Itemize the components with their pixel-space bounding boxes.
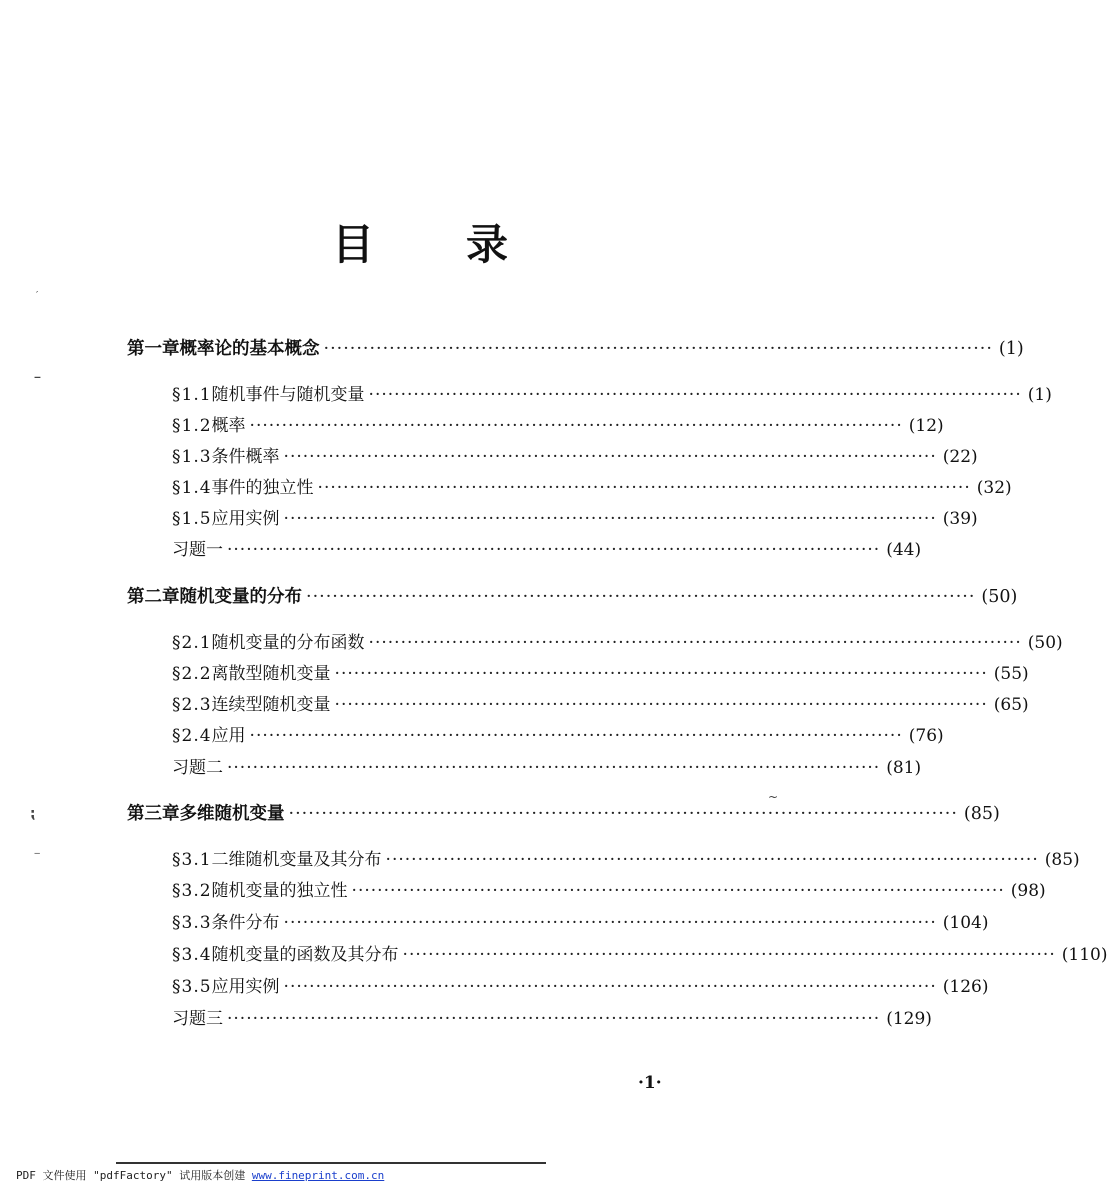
dot-leader: ······································································································: [323, 339, 993, 359]
section-title: 离散型随机变量: [211, 664, 331, 684]
chapter-title: 概率论的基本概念: [179, 339, 320, 359]
section-number: §3.2: [172, 881, 212, 901]
section-title: 概率: [211, 416, 246, 436]
toc-chapter-1[interactable]: [127, 336, 1024, 362]
page-number: (1): [1027, 385, 1052, 405]
dot-leader: ······································································································: [249, 726, 903, 746]
toc-section-1-1[interactable]: [172, 382, 1052, 408]
section-title: 随机事件与随机变量: [211, 385, 365, 405]
section-number: §2.4: [172, 726, 212, 746]
scan-speck: ‒: [34, 372, 41, 383]
dot-leader: ······································································································: [368, 385, 1022, 405]
page-number: (50): [981, 587, 1018, 607]
toc-chapter-2[interactable]: [127, 584, 1018, 610]
chapter-number: 第三章: [127, 804, 180, 824]
toc-section-1-4[interactable]: [172, 475, 1012, 501]
section-title: 应用实例: [211, 977, 280, 997]
toc-section-3-1[interactable]: [172, 847, 1080, 873]
dot-leader: ······································································································: [227, 1009, 881, 1029]
scan-speck: ⁏: [30, 806, 36, 822]
dot-leader: ······································································································: [283, 977, 937, 997]
scan-speck: ~: [768, 790, 779, 804]
section-number: §1.5: [172, 509, 212, 529]
toc-section-2-3[interactable]: [172, 692, 1029, 718]
toc-section-1-2[interactable]: [172, 413, 944, 439]
page-number: (32): [976, 478, 1012, 498]
section-title: 随机变量的分布函数: [211, 633, 365, 653]
title-char-2: 录: [466, 220, 511, 269]
page-number: (110): [1061, 945, 1107, 965]
section-title: 应用实例: [211, 509, 280, 529]
page-number: (50): [1027, 633, 1063, 653]
section-number: §1.3: [172, 447, 212, 467]
page-number: (1): [998, 339, 1024, 359]
page-number: (85): [1044, 850, 1080, 870]
page-number: (129): [886, 1009, 932, 1029]
section-title: 随机变量的独立性: [211, 881, 348, 901]
dot-leader: ······································································································: [385, 850, 1039, 870]
page-number: (39): [942, 509, 978, 529]
section-title: 连续型随机变量: [211, 695, 331, 715]
exercise-title: 习题三: [172, 1009, 223, 1029]
section-number: §2.3: [172, 695, 212, 715]
page-number: (126): [942, 977, 989, 997]
scan-rule: [116, 1162, 546, 1164]
section-number: §3.3: [172, 913, 212, 933]
page-title: [0, 212, 842, 272]
page-folio: ·1·: [638, 1073, 662, 1093]
toc-section-2-4[interactable]: [172, 723, 944, 749]
toc-section-2-2[interactable]: [172, 661, 1029, 687]
section-title: 条件概率: [211, 447, 280, 467]
section-number: §2.2: [172, 664, 212, 684]
section-number: §3.4: [172, 945, 212, 965]
dot-leader: ······································································································: [317, 478, 971, 498]
section-title: 随机变量的函数及其分布: [211, 945, 399, 965]
page-number: (104): [942, 913, 989, 933]
toc-exercise-1[interactable]: [172, 537, 922, 563]
chapter-number: 第一章: [127, 339, 180, 359]
toc-section-3-3[interactable]: [172, 910, 989, 936]
dot-leader: ······································································································: [306, 587, 976, 607]
toc-exercise-3[interactable]: [172, 1006, 932, 1032]
exercise-title: 习题一: [172, 540, 223, 560]
dot-leader: ······································································································: [402, 945, 1056, 965]
dot-leader: ······································································································: [227, 540, 881, 560]
page-number: (76): [908, 726, 944, 746]
dot-leader: ······································································································: [283, 447, 937, 467]
title-char-1: 目: [331, 220, 376, 269]
page-number: (65): [993, 695, 1029, 715]
section-number: §1.4: [172, 478, 212, 498]
toc-section-2-1[interactable]: [172, 630, 1063, 656]
toc-section-1-5[interactable]: [172, 506, 978, 532]
dot-leader: ······································································································: [227, 758, 881, 778]
toc-section-3-5[interactable]: [172, 974, 989, 1000]
page-number: (22): [942, 447, 978, 467]
dot-leader: ······································································································: [351, 881, 1005, 901]
section-title: 事件的独立性: [211, 478, 314, 498]
section-number: §1.1: [172, 385, 212, 405]
pdf-footer: [16, 1167, 384, 1183]
chapter-title: 随机变量的分布: [179, 587, 302, 607]
dot-leader: ······································································································: [249, 416, 903, 436]
exercise-title: 习题二: [172, 758, 223, 778]
chapter-title: 多维随机变量: [179, 804, 285, 824]
section-number: §1.2: [172, 416, 212, 436]
page-number: (85): [963, 804, 1000, 824]
chapter-number: 第二章: [127, 587, 180, 607]
dot-leader: ······································································································: [334, 664, 988, 684]
page-number: (12): [908, 416, 944, 436]
footer-text: PDF 文件使用 "pdfFactory" 试用版本创建: [16, 1169, 252, 1182]
scan-speck: ′: [36, 290, 39, 301]
page-number: (98): [1010, 881, 1046, 901]
toc-section-3-2[interactable]: [172, 878, 1046, 904]
page-number: (55): [993, 664, 1029, 684]
toc-exercise-2[interactable]: [172, 755, 922, 781]
section-number: §3.1: [172, 850, 212, 870]
section-title: 应用: [211, 726, 246, 746]
toc-section-1-3[interactable]: [172, 444, 978, 470]
section-number: §3.5: [172, 977, 212, 997]
section-number: §2.1: [172, 633, 212, 653]
dot-leader: ······································································································: [288, 804, 958, 824]
page-number: (81): [886, 758, 922, 778]
dot-leader: ······································································································: [334, 695, 988, 715]
dot-leader: ······································································································: [283, 913, 937, 933]
dot-leader: ······································································································: [368, 633, 1022, 653]
toc-section-3-4[interactable]: [172, 942, 1107, 968]
dot-leader: ······································································································: [283, 509, 937, 529]
section-title: 二维随机变量及其分布: [211, 850, 382, 870]
page-number: (44): [886, 540, 922, 560]
toc-chapter-3[interactable]: [127, 801, 1000, 827]
footer-link[interactable]: www.fineprint.com.cn: [251, 1169, 385, 1182]
section-title: 条件分布: [211, 913, 280, 933]
scan-speck: ‒: [34, 848, 41, 859]
